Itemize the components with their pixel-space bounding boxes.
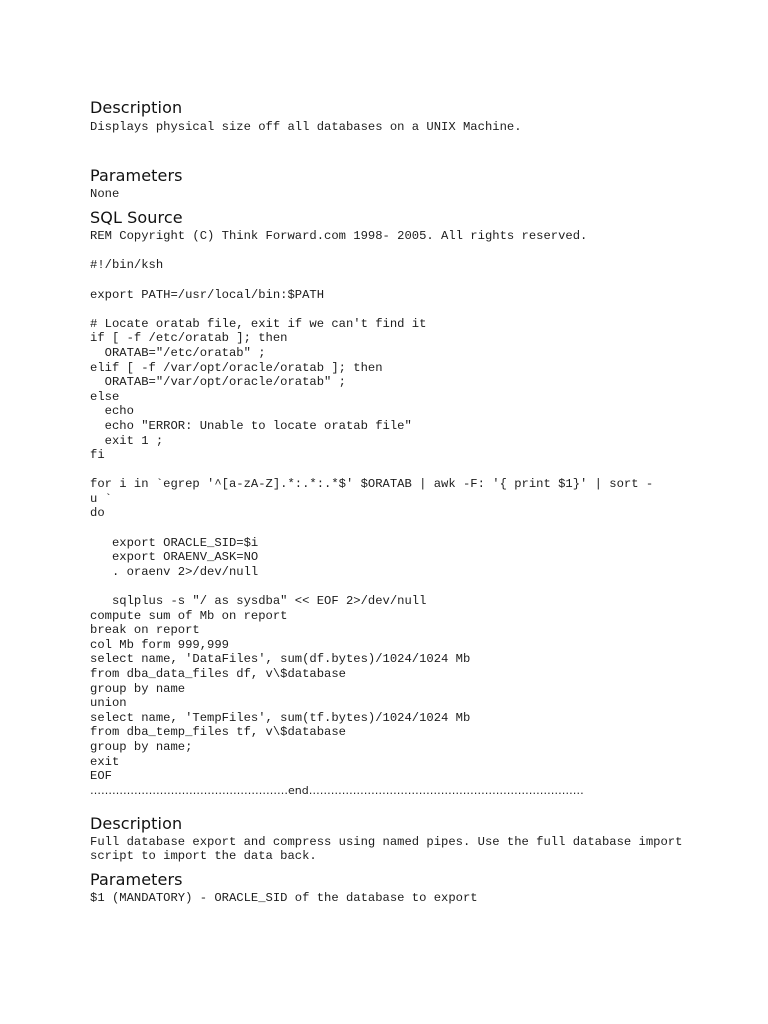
end-divider: ………………………………………………end………………………………………………………………… [90, 783, 584, 797]
description-text: Displays physical size off all databases on a UNIX Machine. [90, 120, 522, 134]
code-line: break on report [90, 623, 200, 638]
description-heading-2: Description [90, 813, 183, 833]
code-line: group by name; [90, 739, 193, 754]
code-line: ORATAB="/etc/oratab" ; [90, 345, 266, 360]
code-line: select name, 'TempFiles', sum(tf.bytes)/1024/1024 Mb [90, 710, 471, 725]
code-line: sqlplus -s "/ as sysdba" << EOF 2>/dev/null [90, 594, 427, 609]
code-line: group by name [90, 681, 186, 696]
code-line [90, 521, 730, 536]
code-line: echo [90, 404, 134, 419]
code-line: exit 1 ; [90, 433, 164, 448]
code-line: EOF [90, 769, 112, 784]
code-line: select name, 'DataFiles', sum(df.bytes)/1024/1024 Mb [90, 652, 471, 667]
code-line [90, 579, 730, 594]
description-text-2: Full database export and compress using named pipes. Use the full database import script to import the data back. [90, 834, 690, 864]
code-line: export ORAENV_ASK=NO [90, 550, 259, 565]
code-line: u ` [90, 491, 112, 506]
code-line: from dba_data_files df, v\$database [90, 667, 346, 681]
code-line [90, 273, 730, 288]
code-line: exit [90, 754, 120, 769]
code-line: fi [90, 448, 105, 463]
parameters-text-2: $1 (MANDATORY) - ORACLE_SID of the database to export [90, 890, 478, 905]
code-line: if [ -f /etc/oratab ]; then [90, 331, 288, 346]
code-line: echo "ERROR: Unable to locate oratab file" [90, 418, 412, 433]
sql-source-heading: SQL Source [90, 208, 183, 228]
code-line: compute sum of Mb on report [90, 608, 288, 623]
code-line [90, 302, 730, 317]
parameters-text: None [90, 186, 120, 201]
code-line: export ORACLE_SID=$i [90, 535, 259, 550]
code-line: ORATAB="/var/opt/oracle/oratab" ; [90, 375, 346, 390]
code-line: export PATH=/usr/local/bin:$PATH [90, 287, 325, 302]
description-heading: Description [90, 98, 183, 117]
code-line: do [90, 506, 105, 521]
code-line: from dba_temp_files tf, v\$database [90, 725, 346, 740]
code-line: col Mb form 999,999 [90, 637, 229, 652]
code-line: . oraenv 2>/dev/null [90, 564, 259, 579]
document-page [90, 97, 730, 906]
sql-source-code [90, 229, 730, 784]
parameters-heading-2: Parameters [90, 869, 183, 889]
code-line: union [90, 696, 127, 711]
parameters-heading: Parameters [90, 165, 183, 185]
code-line: elif [ -f /var/opt/oracle/oratab ]; then [90, 360, 383, 375]
code-line: #!/bin/ksh [90, 258, 164, 273]
code-line [90, 463, 730, 478]
code-line: # Locate oratab file, exit if we can't find it [90, 316, 427, 331]
code-line: for i in `egrep '^[a-zA-Z].*:.*:.*$' $ORATAB | awk -F: '{ print $1}' | sort - [90, 477, 654, 492]
code-line: else [90, 389, 120, 404]
code-line: REM Copyright (C) Think Forward.com 1998- 2005. All rights reserved. [90, 229, 588, 244]
code-line [90, 244, 730, 259]
